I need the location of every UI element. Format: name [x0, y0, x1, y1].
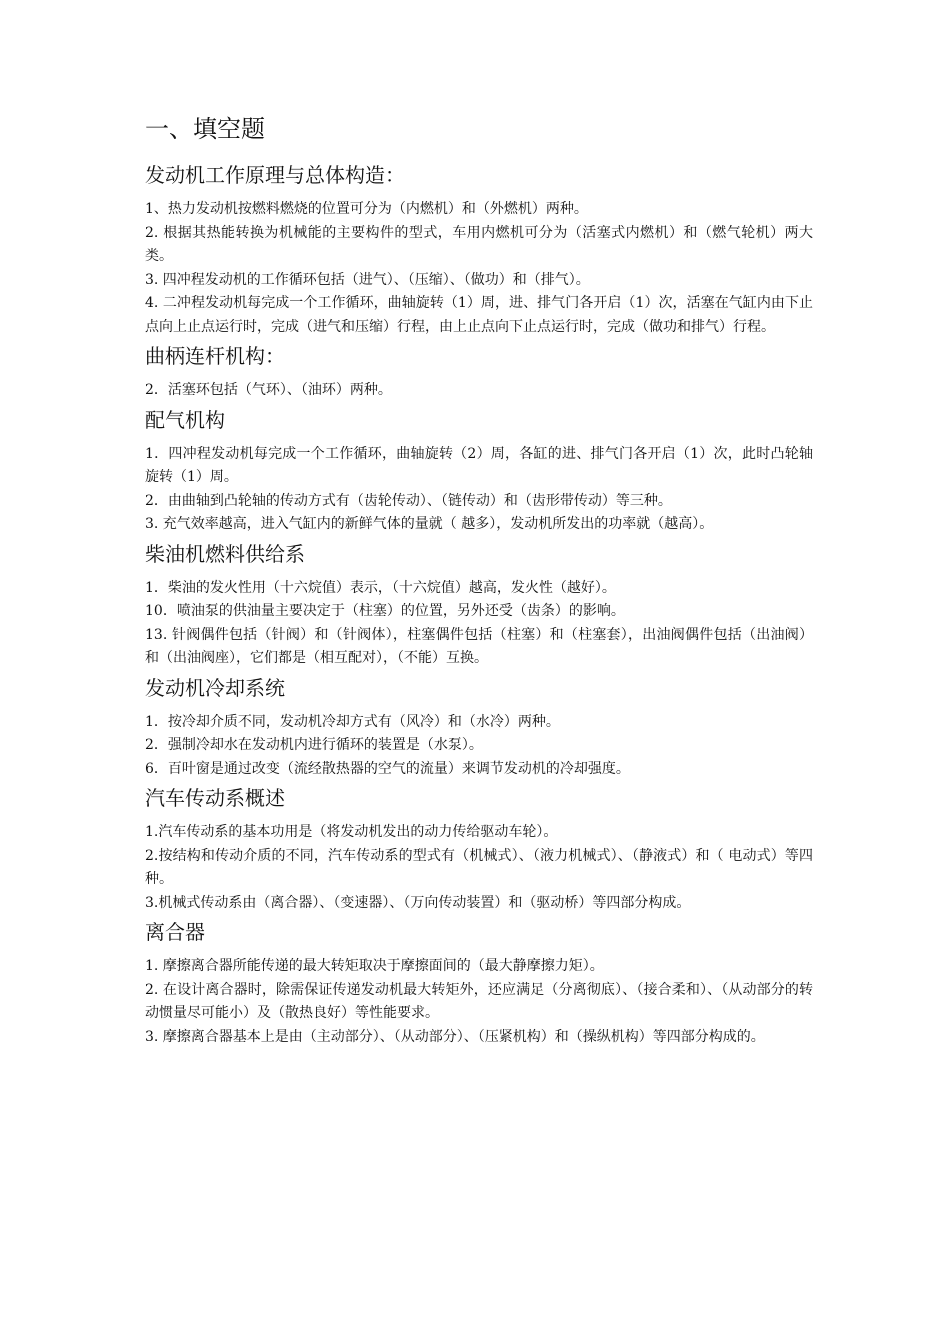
question-item: 2．活塞环包括（气环）、（油环）两种。 [145, 382, 392, 398]
section-engine-principle [145, 160, 813, 339]
question-item: 4. 二冲程发动机每完成一个工作循环，曲轴旋转（1）周，进、排气门各开启（1）次，活塞在气缸内由下止点向上止点运行时，完成（进气和压缩）行程，由上止点向下止点运行时，完成（做功和排气）行程。 [145, 295, 813, 335]
question-item: 3. 充气效率越高，进入气缸内的新鲜气体的量就（ 越多），发动机所发出的功率就（越高）。 [145, 516, 714, 532]
document-content [145, 112, 813, 1051]
section-heading: 柴油机燃料供给系 [145, 541, 305, 566]
section-cooling-system [145, 673, 813, 782]
section-diesel-fuel-system [145, 539, 813, 671]
section-clutch [145, 917, 813, 1049]
section-heading: 曲柄连杆机构： [145, 344, 285, 368]
question-item: 2．强制冷却水在发动机内进行循环的装置是（水泵）。 [145, 737, 483, 753]
question-item: 6．百叶窗是通过改变（流经散热器的空气的流量）来调节发动机的冷却强度。 [145, 760, 630, 777]
question-item: 3.机械式传动系由（离合器）、（变速器）、（万向传动装置）和（驱动桥）等四部分构成。 [145, 894, 691, 911]
section-valve-train [145, 405, 813, 537]
question-item: 3. 四冲程发动机的工作循环包括（进气）、（压缩）、（做功）和（排气）。 [145, 271, 590, 288]
question-item: 1．按冷却介质不同，发动机冷却方式有（风冷）和（水冷）两种。 [145, 713, 560, 730]
section-heading: 发动机冷却系统 [145, 675, 285, 700]
question-item: 1.汽车传动系的基本功用是（将发动机发出的动力传给驱动车轮）。 [145, 824, 558, 840]
question-item: 1．四冲程发动机每完成一个工作循环，曲轴旋转（2）周，各缸的进、排气门各开启（1）次，此时凸轮轴旋转（1）周。 [145, 445, 813, 485]
question-item: 2. 在设计离合器时，除需保证传递发动机最大转矩外，还应满足（分离彻底）、（接合柔和）、（从动部分的转动惯量尽可能小）及（散热良好）等性能要求。 [145, 981, 813, 1021]
question-item: 10．喷油泵的供油量主要决定于（柱塞）的位置，另外还受（齿条）的影响。 [145, 603, 625, 619]
section-crank-mechanism [145, 341, 813, 403]
section-heading: 离合器 [145, 920, 205, 944]
section-heading: 发动机工作原理与总体构造： [145, 163, 405, 187]
question-item: 2. 根据其热能转换为机械能的主要构件的型式，车用内燃机可分为（活塞式内燃机）和（燃气轮机）两大类。 [145, 224, 813, 264]
question-item: 1．柴油的发火性用（十六烷值）表示，（十六烷值）越高，发火性（越好）。 [145, 579, 616, 596]
section-heading: 汽车传动系概述 [145, 786, 285, 810]
question-item: 2.按结构和传动介质的不同，汽车传动系的型式有（机械式）、（液力机械式）、（静液式）和（ 电动式）等四种。 [145, 847, 813, 887]
question-item: 1. 摩擦离合器所能传递的最大转矩取决于摩擦面间的（最大静摩擦力矩）。 [145, 958, 604, 974]
page-title: 一、填空题 [145, 115, 265, 143]
question-item: 2．由曲轴到凸轮轴的传动方式有（齿轮传动）、（链传动）和（齿形带传动）等三种。 [145, 492, 672, 509]
question-item: 1、热力发动机按燃料燃烧的位置可分为（内燃机）和（外燃机）两种。 [145, 201, 588, 217]
section-drivetrain-overview [145, 783, 813, 915]
question-item: 13. 针阀偶件包括（针阀）和（针阀体），柱塞偶件包括（柱塞）和（柱塞套），出油阀偶件包括（出油阀）和（出油阀座），它们都是（相互配对），（不能）互换。 [145, 626, 813, 666]
question-item: 3. 摩擦离合器基本上是由（主动部分）、（从动部分）、（压紧机构）和（操纵机构）等四部分构成的。 [145, 1028, 765, 1045]
section-heading: 配气机构 [145, 407, 225, 432]
